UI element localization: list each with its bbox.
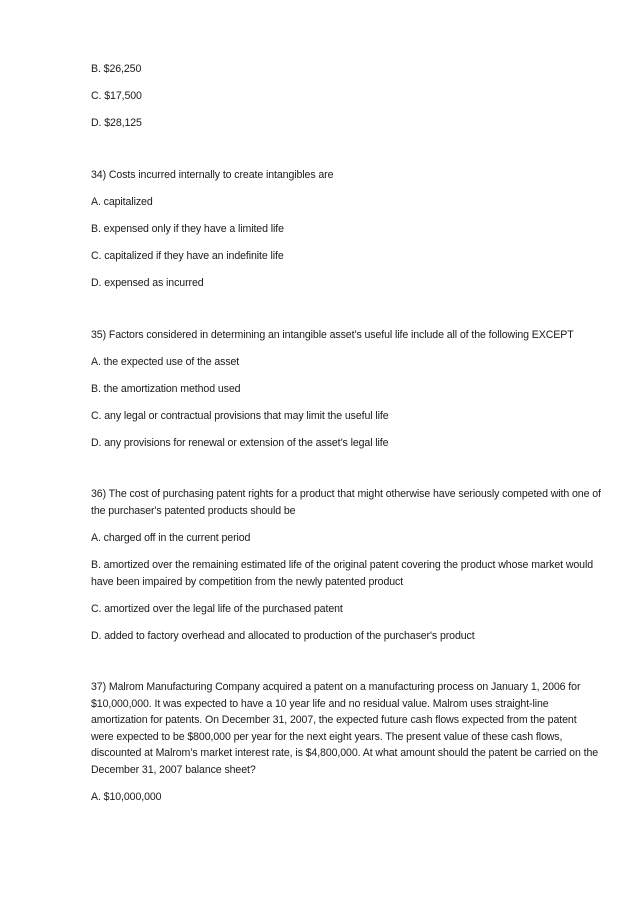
option-b: B. amortized over the remaining estimated life of the original patent covering the product whose market would have been impaired by competition from the newly patented product [91,559,593,588]
option-c: C. capitalized if they have an indefinite life [91,249,284,262]
option-c: C. any legal or contractual provisions that may limit the useful life [91,409,389,422]
option-a: A. capitalized [91,195,153,208]
question-35 [91,327,601,452]
option-d: D. any provisions for renewal or extension of the asset’s legal life [91,436,389,449]
option-b: B. the amortization method used [91,382,241,395]
option-c: C. $17,500 [91,90,142,103]
option-a: A. the expected use of the asset [91,355,240,368]
option-d: D. added to factory overhead and allocated to production of the purchaser's product [91,629,475,642]
question-text: 34) Costs incurred internally to create intangibles are [91,168,334,181]
question-34 [91,167,601,292]
question-36 [91,486,601,644]
option-d: D. $28,125 [91,117,142,130]
previous-question-options [91,61,601,132]
question-37 [91,679,601,805]
option-d: D. expensed as incurred [91,277,204,290]
option-b: B. $26,250 [91,63,142,75]
option-a: A. $10,000,000 [91,790,162,803]
option-b: B. expensed only if they have a limited life [91,222,284,235]
question-text: 37) Malrom Manufacturing Company acquired a patent on a manufacturing process on January 1, 2006 for $10,000,000. It was expected to have a 10 year life and no residual value. Malrom uses straight-line amortization for patents. On December 31, 2007, the expected future cash flows expected from the patent were expected to be $800,000 per year for the next eight years. The present value of these cash flows, discounted at Malrom’s market interest rate, is $4,800,000. At what amount should the patent be carried on the December 31, 2007 balance sheet? [91,681,599,776]
question-text: 36) The cost of purchasing patent rights for a product that might otherwise have seriously competed with one of the purchaser's patented products should be [91,488,601,517]
question-text: 35) Factors considered in determining an intangible asset’s useful life include all of the following EXCEPT [91,328,574,341]
page-content [91,61,601,816]
option-a: A. charged off in the current period [91,532,251,545]
option-c: C. amortized over the legal life of the purchased patent [91,602,343,615]
